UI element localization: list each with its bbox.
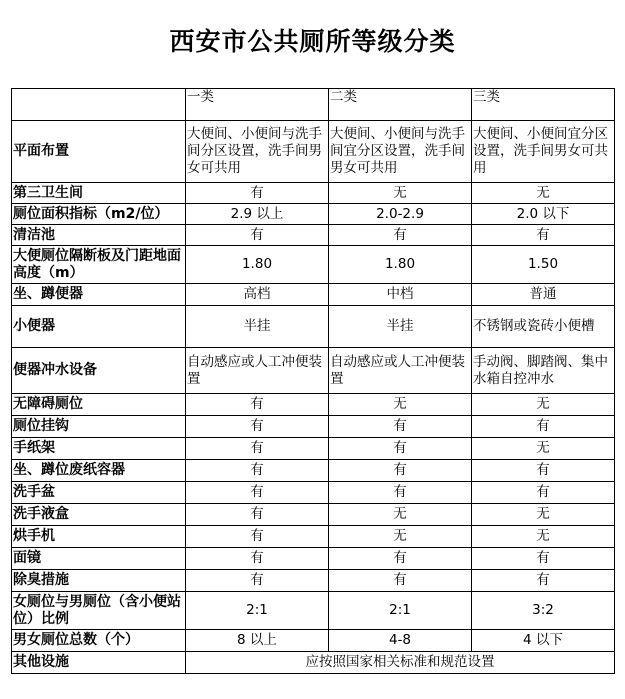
table-row — [12, 204, 615, 225]
value-cell-grade-1: 8 以上 — [186, 630, 329, 652]
value-cell-grade-2: 中档 — [329, 284, 472, 306]
value-cell-grade-2: 4-8 — [329, 630, 472, 652]
value-cell-grade-1: 半挂 — [186, 306, 329, 348]
table-row — [12, 630, 615, 652]
row-label: 男女厕位总数（个） — [12, 630, 186, 652]
value-cell-grade-1: 2:1 — [186, 592, 329, 630]
value-cell-grade-1: 大便间、小便间与洗手间分区设置，洗手间男女可共用 — [186, 121, 329, 183]
value-cell-grade-1: 有 — [186, 438, 329, 460]
value-cell-grade-2: 2.0-2.9 — [329, 204, 472, 225]
table-row — [12, 438, 615, 460]
table-row — [12, 348, 615, 394]
value-cell-grade-1: 有 — [186, 460, 329, 482]
table-row — [12, 225, 615, 246]
table-row — [12, 592, 615, 630]
table-row — [12, 121, 615, 183]
header-corner-cell — [12, 89, 186, 121]
value-cell-grade-3: 3:2 — [472, 592, 615, 630]
value-cell-grade-1: 自动感应或人工冲便装置 — [186, 348, 329, 394]
value-cell-grade-2: 自动感应或人工冲便装置 — [329, 348, 472, 394]
value-cell-grade-3: 4 以下 — [472, 630, 615, 652]
value-cell-grade-1: 有 — [186, 482, 329, 504]
value-cell-grade-2: 1.80 — [329, 246, 472, 284]
table-row — [12, 570, 615, 592]
row-label: 女厕位与男厕位（含小便站位）比例 — [12, 592, 186, 630]
row-label: 大便厕位隔断板及门距地面高度（m） — [12, 246, 186, 284]
row-label: 除臭措施 — [12, 570, 186, 592]
value-cell-grade-3: 有 — [472, 460, 615, 482]
value-cell-grade-2: 无 — [329, 526, 472, 548]
header-cell-grade-1: 一类 — [186, 89, 329, 121]
table-row — [12, 284, 615, 306]
value-cell-grade-3: 有 — [472, 416, 615, 438]
value-cell-grade-1: 有 — [186, 504, 329, 526]
row-label: 坐、蹲位废纸容器 — [12, 460, 186, 482]
table-row — [12, 306, 615, 348]
row-label: 无障碍厕位 — [12, 394, 186, 416]
value-cell-grade-3: 无 — [472, 438, 615, 460]
row-label: 洗手液盒 — [12, 504, 186, 526]
row-label: 厕位挂钩 — [12, 416, 186, 438]
row-label: 厕位面积指标（m2/位） — [12, 204, 186, 225]
table-row — [12, 183, 615, 204]
row-label: 手纸架 — [12, 438, 186, 460]
value-cell-grade-2: 有 — [329, 570, 472, 592]
value-cell-grade-2: 无 — [329, 183, 472, 204]
value-cell-grade-2: 有 — [329, 438, 472, 460]
value-cell-grade-1: 有 — [186, 570, 329, 592]
toilet-grade-table — [11, 88, 615, 674]
table-row — [12, 652, 615, 674]
value-cell-grade-1: 有 — [186, 394, 329, 416]
value-cell-grade-2: 有 — [329, 482, 472, 504]
header-cell-grade-2: 二类 — [329, 89, 472, 121]
row-label: 烘手机 — [12, 526, 186, 548]
value-cell-grade-3: 有 — [472, 225, 615, 246]
value-cell-grade-1: 有 — [186, 183, 329, 204]
row-label: 便器冲水设备 — [12, 348, 186, 394]
table-row — [12, 246, 615, 284]
footer-value-cell: 应按照国家相关标准和规范设置 — [186, 652, 615, 674]
value-cell-grade-3: 手动阀、脚踏阀、集中水箱自控冲水 — [472, 348, 615, 394]
value-cell-grade-2: 有 — [329, 460, 472, 482]
row-label: 第三卫生间 — [12, 183, 186, 204]
value-cell-grade-3: 大便间、小便间宜分区设置，洗手间男女可共用 — [472, 121, 615, 183]
table-row — [12, 482, 615, 504]
row-label: 洗手盆 — [12, 482, 186, 504]
value-cell-grade-1: 高档 — [186, 284, 329, 306]
value-cell-grade-3: 2.0 以下 — [472, 204, 615, 225]
value-cell-grade-3: 无 — [472, 183, 615, 204]
row-label: 坐、蹲便器 — [12, 284, 186, 306]
table-row — [12, 394, 615, 416]
row-label: 其他设施 — [12, 652, 186, 674]
value-cell-grade-2: 有 — [329, 416, 472, 438]
value-cell-grade-1: 2.9 以上 — [186, 204, 329, 225]
table-row — [12, 416, 615, 438]
value-cell-grade-1: 有 — [186, 526, 329, 548]
value-cell-grade-3: 1.50 — [472, 246, 615, 284]
table-header-row — [12, 89, 615, 121]
value-cell-grade-3: 有 — [472, 482, 615, 504]
value-cell-grade-3: 无 — [472, 504, 615, 526]
value-cell-grade-2: 大便间、小便间与洗手间宜分区设置，洗手间男女可共用 — [329, 121, 472, 183]
value-cell-grade-3: 无 — [472, 526, 615, 548]
value-cell-grade-3: 普通 — [472, 284, 615, 306]
value-cell-grade-3: 有 — [472, 548, 615, 570]
value-cell-grade-2: 2:1 — [329, 592, 472, 630]
value-cell-grade-2: 无 — [329, 504, 472, 526]
row-label: 小便器 — [12, 306, 186, 348]
value-cell-grade-1: 有 — [186, 416, 329, 438]
value-cell-grade-2: 有 — [329, 548, 472, 570]
value-cell-grade-3: 无 — [472, 394, 615, 416]
value-cell-grade-3: 有 — [472, 570, 615, 592]
value-cell-grade-3: 不锈钢或瓷砖小便槽 — [472, 306, 615, 348]
table-row — [12, 504, 615, 526]
header-cell-grade-3: 三类 — [472, 89, 615, 121]
value-cell-grade-2: 有 — [329, 225, 472, 246]
row-label: 清洁池 — [12, 225, 186, 246]
value-cell-grade-1: 有 — [186, 548, 329, 570]
row-label: 平面布置 — [12, 121, 186, 183]
value-cell-grade-1: 有 — [186, 225, 329, 246]
table-row — [12, 526, 615, 548]
table-row — [12, 548, 615, 570]
table-row — [12, 460, 615, 482]
value-cell-grade-1: 1.80 — [186, 246, 329, 284]
row-label: 面镜 — [12, 548, 186, 570]
value-cell-grade-2: 半挂 — [329, 306, 472, 348]
value-cell-grade-2: 无 — [329, 394, 472, 416]
page-title: 西安市公共厕所等级分类 — [169, 27, 456, 56]
